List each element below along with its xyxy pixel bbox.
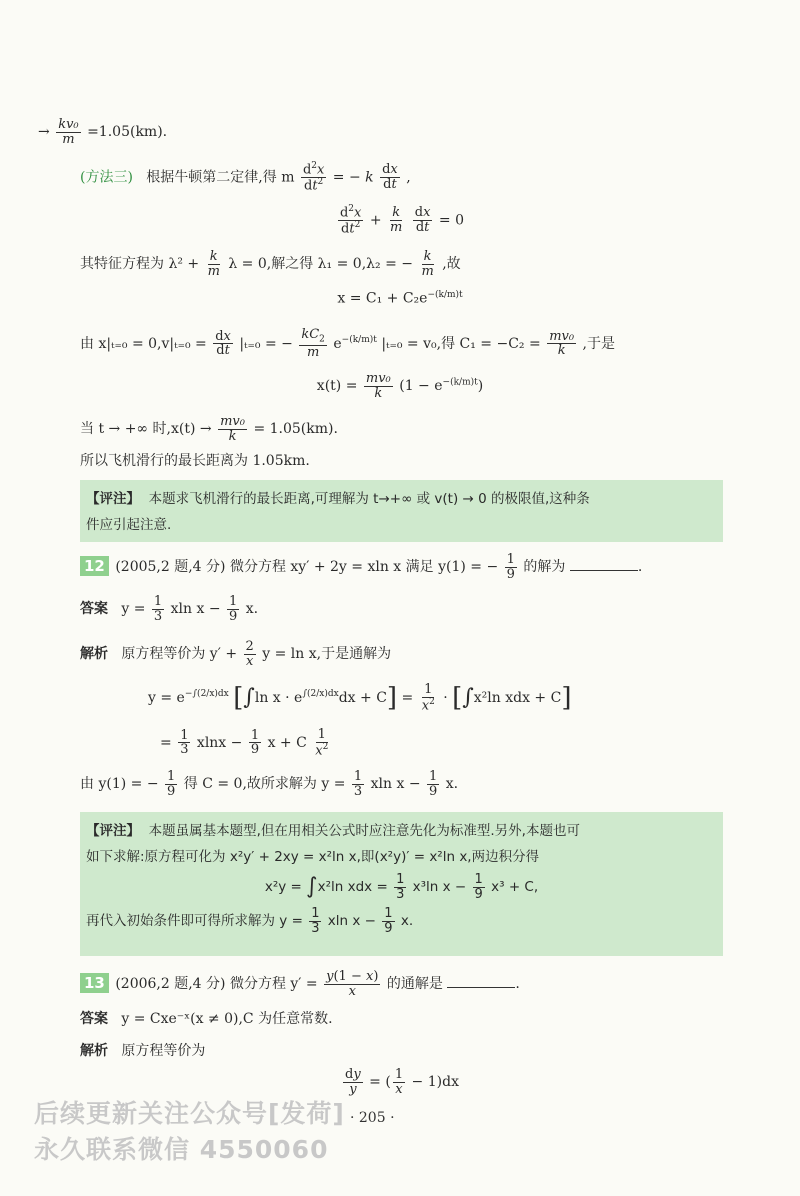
method3-equation: $\frac{d^2x}{dt^2}$ + $\frac{k}{m}$ $\frac{dx}{dt}$ = 0 [339,204,465,237]
answer-label: 答案 [80,601,108,618]
limit-line: 当 t → +∞ 时,x(t) → $\frac{\text{mv₀}}{k}$ = 1.05(km). [80,414,338,444]
problem-number-badge: 13 [80,973,109,993]
problem12-answer: 答案 y = $\frac{1}{3}$ xln x − $\frac{1}{9}$ x. [80,594,259,624]
problem12-statement: 12 (2005,2 题,4 分) 微分方程 xy′ + 2y = xln x 满足 y(1) = − $\frac{1}{9}$ 的解为 . [80,553,642,581]
method3-line1: (方法三) 根据牛顿第二定律,得 m $\frac{d^2x}{dt^2}$ = − k $\frac{dx}{dt}$ , [80,161,411,194]
solution-line-2: = $\frac{1}{3}$ xlnx − $\frac{1}{9}$ x + C $\frac{1}{x^2}$ [160,727,329,758]
method-label: (方法三) [80,169,133,186]
answer-label: 答案 [80,1011,108,1027]
answer-blank [570,556,638,571]
analysis-label: 解析 [80,646,108,663]
xt-solution: x(t) = $\frac{\text{mv₀}}{k}$ $(1 - e^{-(k/m)t})$ [316,371,484,401]
watermark-line-1: 后续更新关注公众号[发荷] [34,1099,345,1128]
watermark-line-2: 永久联系微信 4550060 [34,1135,329,1164]
problem13-statement: 13 (2006,2 题,4 分) 微分方程 y′ = $\frac{y(1 - x)}{x}$ 的通解是 . [80,970,520,998]
comment-label: 【评注】 [86,491,140,507]
problem13-answer: 答案 y = Cxe⁻ˣ(x ≠ 0),C 为任意常数. [80,1011,333,1027]
limit-result-line: → $\frac{\text{kv₀}}{m}$ =1.05(km). [38,117,168,147]
comment-box-2: 【评注】 本题虽属基本题型,但在用相关公式时应注意先化为标准型.另外,本题也可 如下求解:原方程可化为 x²y′ + 2xy = x²ln x,即(x²y)′ = x²ln x,两边积分得 x²y = ∫x²ln xdx = $\frac{1}{3}$ x³ln x − $\frac{1}{9}$ x³ + C, 再代入初始条件即可得所求解为 y = $\frac{1}{3}$ xln x − $\frac{1}{9}$ x. [80,812,723,956]
general-solution: $x = C_1 + C_2e^{-(k/m)t}$ [337,290,463,307]
problem13-equation: $\frac{dy}{y}$ = ( $\frac{1}{x}$ − 1)dx [345,1067,459,1097]
solution-line-1: $y = e^{-\int(2/x)dx}$ [∫ln $x \cdot e^{\int(2/x)dx}dx + C$] = $\frac{1}{x^2}$ · [∫x²ln xdx + C] [148,682,572,713]
char-eq-line: 其特征方程为 λ² + $\frac{k}{m}$ λ = 0,解之得 λ₁ = 0,λ₂ = − $\frac{k}{m}$ ,故 [80,249,461,279]
comment-label: 【评注】 [86,823,140,839]
fraction: $\frac{\text{kv₀}}{m}$ [58,117,79,147]
answer-blank [447,973,515,988]
conclusion-line: 所以飞机滑行的最长距离为 1.05km. [80,453,310,469]
page-number: · 205 · [350,1110,395,1126]
problem12-analysis: 解析 原方程等价为 y′ + $\frac{2}{x}$ y = ln x,于是通解为 [80,639,392,669]
initial-conditions-line: 由 x|ₜ₌₀ = 0,v|ₜ₌₀ = $\frac{dx}{dt}$ |ₜ₌₀ = − $\frac{kC_2}{m}$ $e^{-(k/m)t}$ |ₜ₌₀ = v₀,得 C₁ = −C₂ = $\frac{\text{mv₀}}{k}$ ,于是 [80,327,615,361]
arrow-icon: → [38,124,50,141]
solution-final: 由 y(1) = − $\frac{1}{9}$ 得 C = 0,故所求解为 y = $\frac{1}{3}$ xln x − $\frac{1}{9}$ x. [80,769,459,799]
comment2-formula: x²y = ∫x²ln xdx = $\frac{1}{3}$ x³ln x − $\frac{1}{9}$ x³ + C, [264,871,539,902]
comment-box-1: 【评注】 本题求飞机滑行的最长距离,可理解为 t→+∞ 或 v(t) → 0 的极限值,这种条 件应引起注意. [80,480,723,542]
analysis-label: 解析 [80,1043,108,1059]
problem-number-badge: 12 [80,556,109,576]
problem13-analysis: 解析 原方程等价为 [80,1043,206,1059]
